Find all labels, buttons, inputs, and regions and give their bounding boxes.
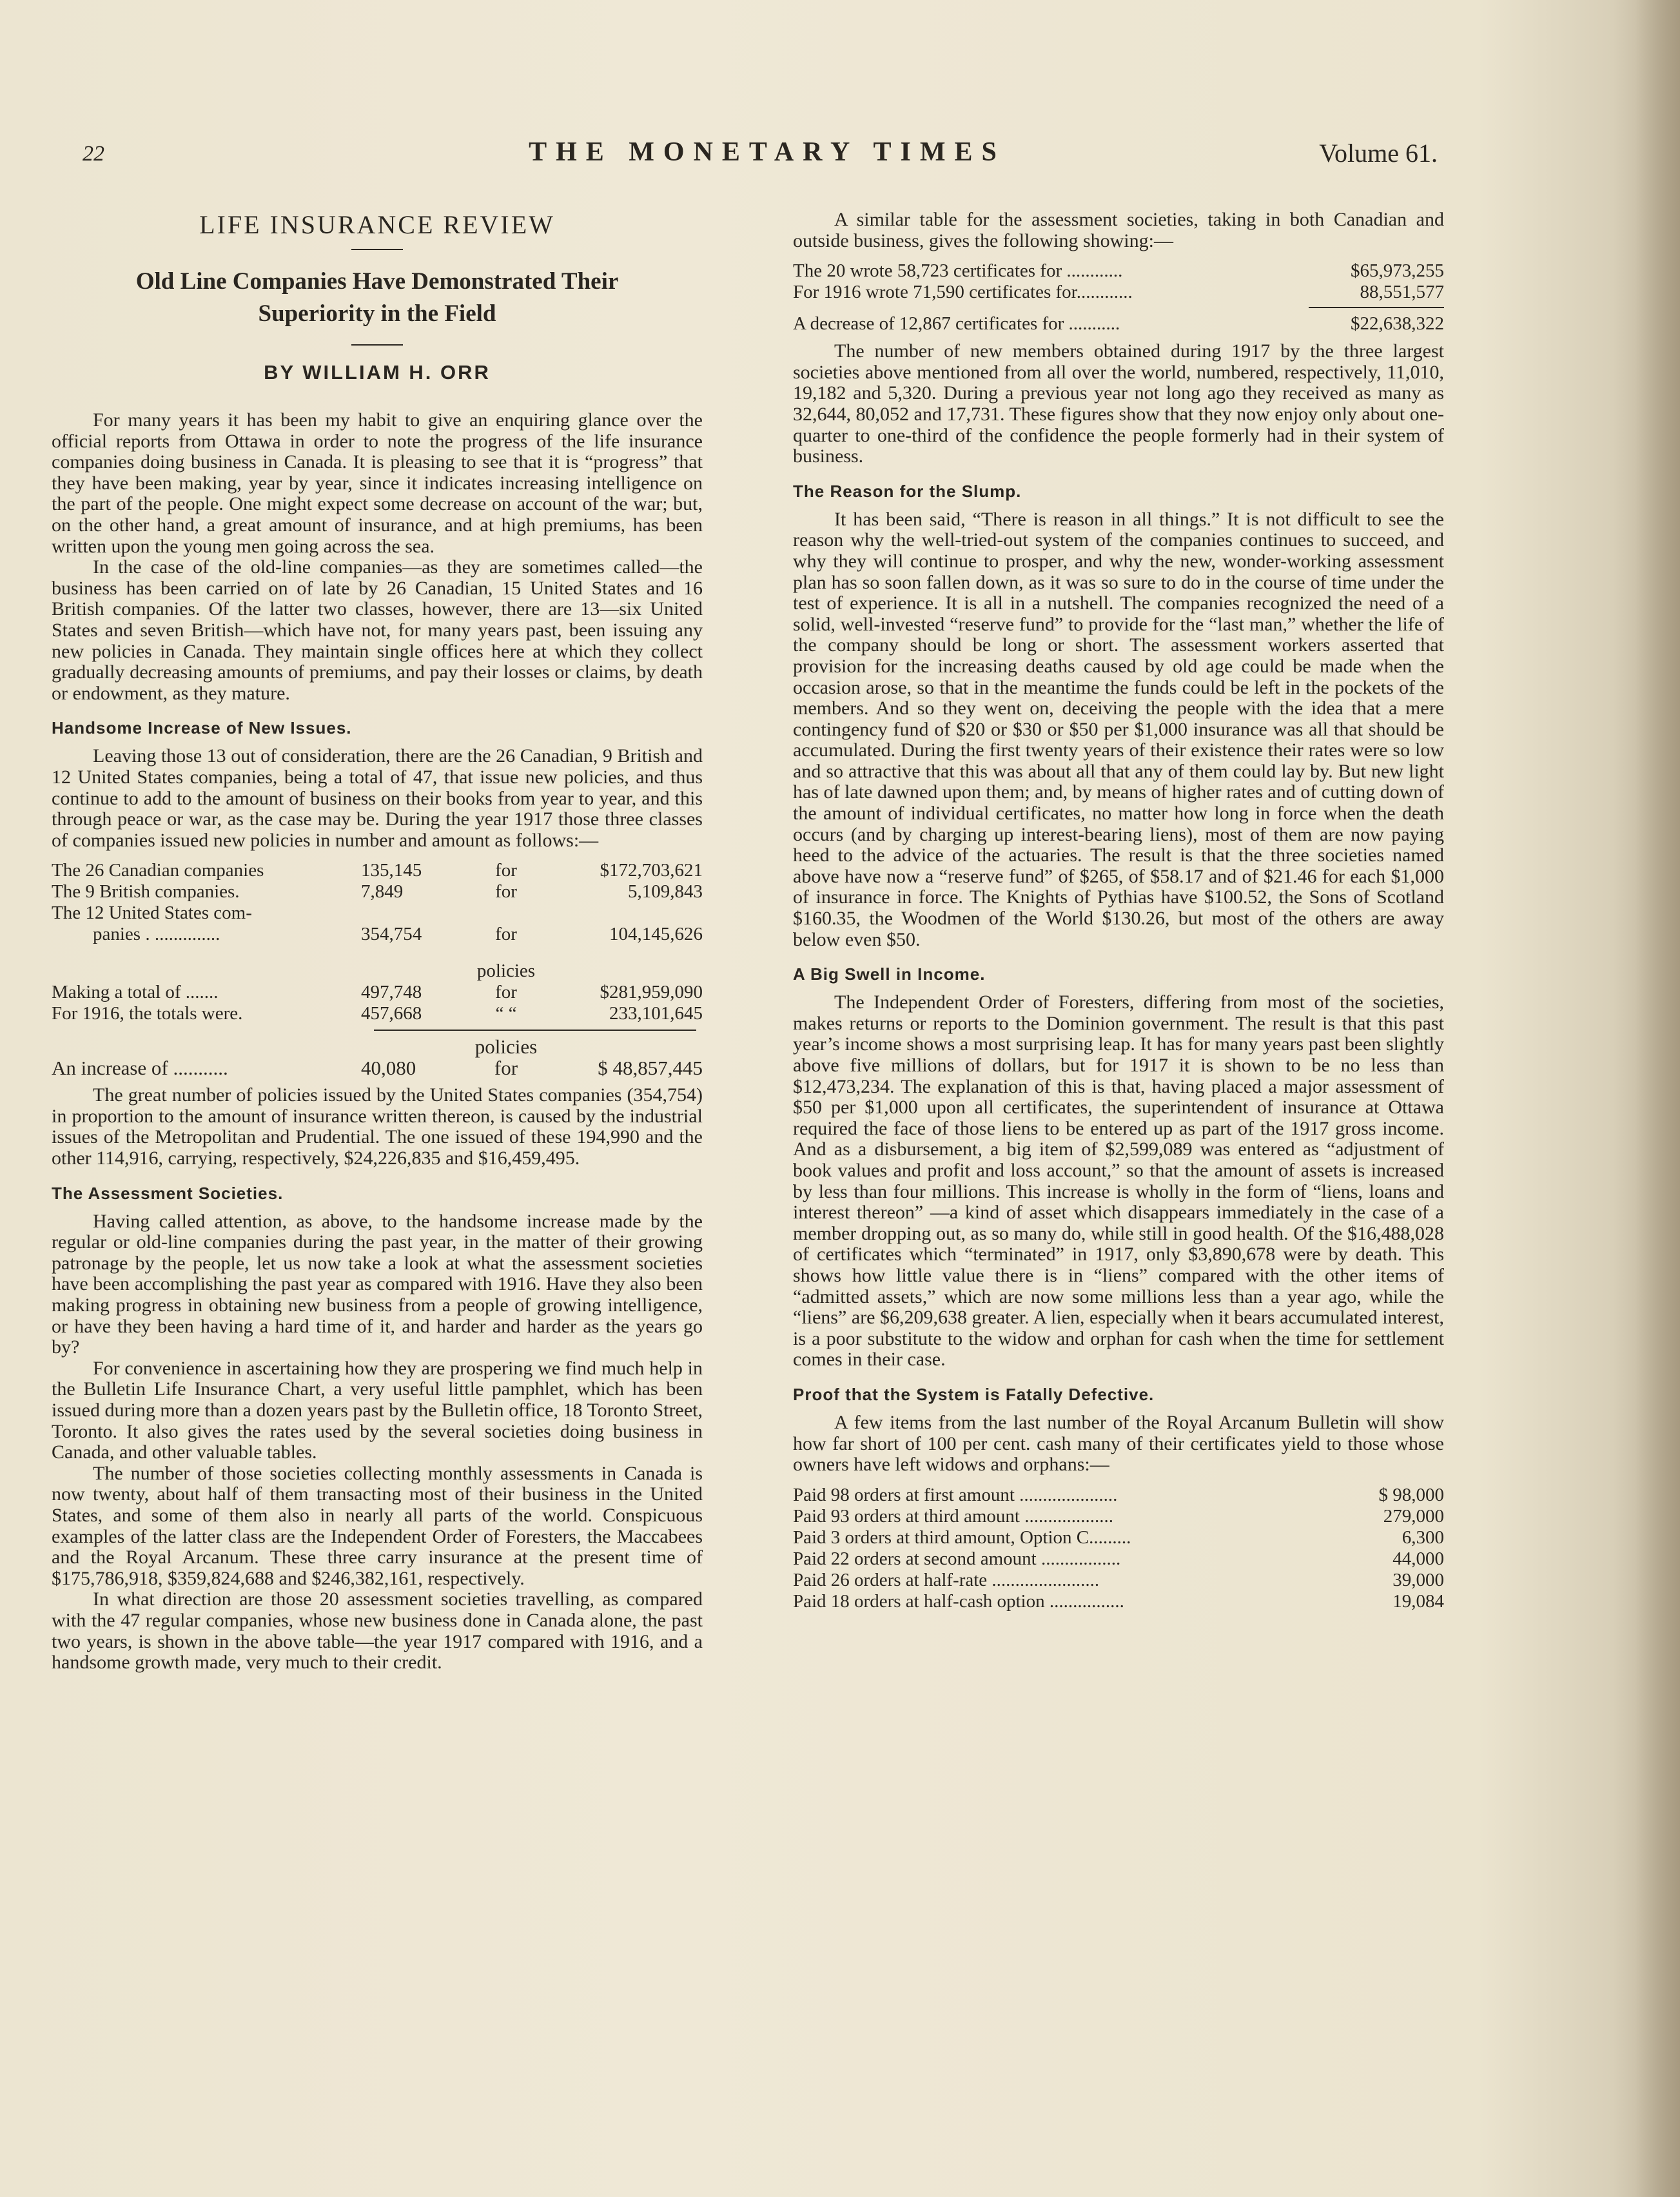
table-row-total: [52, 961, 703, 1003]
row-label: Paid 3 orders at third amount, Option C.........: [793, 1527, 1131, 1548]
new-issues-table: [52, 860, 703, 1079]
page-header: [77, 137, 1457, 175]
row-connector: policies for: [474, 1035, 538, 1080]
page-number: 22: [83, 142, 104, 166]
row-label: For 1916, the totals were.: [52, 1003, 243, 1024]
row-connector: for: [495, 881, 517, 903]
row-label: The 9 British companies.: [52, 881, 240, 903]
paragraph: Having called attention, as above, to the handsome increase made by the regular or old-line companies during the past year, in the matter of their growing patronage by the people, let us now take a look at what the assessment societies have been accomplishing the past year as compared with 1916. Have they also been making progress in obtaining new business from a people of growing intelligence, or have they been having a hard time of it, and harder and harder as the years go by?: [52, 1210, 703, 1358]
row-connector: “ “: [495, 1003, 517, 1024]
row-label: Making a total of .......: [52, 982, 219, 1003]
row-label: Paid 18 orders at half-cash option ................: [793, 1590, 1124, 1612]
table-row: [52, 881, 703, 903]
section-heading: A Big Swell in Income.: [793, 964, 986, 984]
table-row: [793, 260, 1444, 282]
paragraph: For convenience in ascertaining how they are prospering we find much help in the Bulletin Life Insurance Chart, a very useful little pamphlet, which has been issued during more than a dozen years past by the Bulletin office, 18 Toronto Street, Toronto. It also gives the rates used by the several societies doing business in Canada, and other valuable tables.: [52, 1357, 703, 1463]
table-rule: [374, 1030, 696, 1031]
paragraph: The Independent Order of Foresters, differing from most of the societies, makes returns or reports to the Dominion government. The result is that this past year’s income shows a most surprising leap. It has for many years past been slightly above five millions of dollars, but for 1917 it is shown to be no less than $12,473,234. The explanation of this is that, having placed a major assessment of $50 per $1,000 upon all certificates, the superintendent of insurance at Ottawa required the face of those liens to be entered up as part of the 1917 gross income. And as a disbursement, a big item of $2,599,089 was entered as “adjustment of book values and profit and loss account,” so that the amount of assets is increased by less than four millions. This increase is wholly in the form of “liens, loans and interest thereon” —a kind of asset which disappears immediately in the case of a member dropping out, as so many do, while still in good health. Of the $16,488,028 of certificates which “terminated” in 1917, only $3,890,678 were by death. This shows how little value there is in “liens” compared with the other items of “admitted assets,” which are now some millions less than a year ago, while the “liens” are $6,209,638 greater. A lien, especially when it bears accumulated interest, is a poor substitute to the widow and orphan for cash when the time for settlement comes in their case.: [793, 991, 1444, 1371]
section-heading: The Assessment Societies.: [52, 1183, 284, 1203]
paragraph: Leaving those 13 out of consideration, there are the 26 Canadian, 9 British and 12 United States companies, being a total of 47, that issue new policies, and thus continue to add to the amount of business on their books from year to year, and this through peace or war, as the case may be. During the year 1917 those three classes of companies issued new policies in number and amount as follows:—: [52, 745, 703, 851]
row-amount: 279,000: [1383, 1505, 1444, 1527]
section-heading: Proof that the System is Fatally Defective.: [793, 1384, 1155, 1404]
byline: BY WILLIAM H. ORR: [264, 361, 491, 384]
paragraph: In what direction are those 20 assessment societies travelling, as compared with the 47 regular companies, whose new business done in Canada alone, the past two years, is shown in the above table—the year 1917 compared with 1916, and a handsome growth made, very much to their credit.: [52, 1588, 703, 1674]
table-row: [793, 1485, 1444, 1506]
row-connector: policies for: [476, 961, 536, 1003]
row-label: For 1916 wrote 71,590 certificates for............: [793, 282, 1133, 303]
row-label: An increase of ...........: [52, 1057, 228, 1080]
row-amount: 104,145,626: [609, 924, 703, 945]
row-label: Paid 22 orders at second amount .................: [793, 1548, 1121, 1569]
row-label: Paid 93 orders at third amount ...................: [793, 1505, 1113, 1527]
table-row: [52, 860, 703, 881]
paragraph: In the case of the old-line companies—as they are sometimes called—the business has been carried on of late by 26 Canadian, 15 United States and 16 British companies. Of the latter two classes, however, there are 13—six United States and seven British—which have not, for many years past, been issuing any new policies in Canada. They maintain single offices here at which they collect gradually decreasing amounts of premiums, and pay their losses or claims, by death or endowment, as they mature.: [52, 556, 703, 704]
row-label: Paid 98 orders at first amount .....................: [793, 1484, 1118, 1505]
row-count: 497,748: [361, 982, 422, 1003]
row-amount: $172,703,621: [600, 860, 703, 881]
section-heading: Handsome Increase of New Issues.: [52, 718, 352, 738]
paragraph: A similar table for the assessment societies, taking in both Canadian and outside business, gives the following showing:—: [793, 209, 1444, 251]
paragraph: For many years it has been my habit to give an enquiring glance over the official reports from Ottawa in order to note the progress of the life insurance companies doing business in Canada. It is pleasing to see that it is “progress” that they have been making, year by year, since it indicates increasing intelligence on the part of the people. One might expect some decrease on account of the war; but, on the other hand, a great amount of insurance, and at high premiums, has been written upon the young men going across the sea.: [52, 409, 703, 557]
table-rule: [1309, 307, 1444, 308]
paragraph: The number of new members obtained during 1917 by the three largest societies above mentioned from all over the world, numbered, respectively, 11,010, 19,182 and 5,320. During a previous year not long ago they received as many as 32,644, 80,052 and 17,731. These figures show that they now enjoy only about one-quarter to one-third of the confidence the people formerly had in their system of business.: [793, 340, 1444, 467]
row-count: 7,849: [361, 881, 404, 903]
row-amount: 19,084: [1392, 1590, 1444, 1612]
row-count: 457,668: [361, 1003, 422, 1024]
row-label: The 20 wrote 58,723 certificates for ............: [793, 260, 1123, 282]
row-amount: 5,109,843: [628, 881, 703, 903]
row-label: A decrease of 12,867 certificates for ...........: [793, 313, 1120, 335]
paragraph: A few items from the last number of the Royal Arcanum Bulletin will show how far short of 100 per cent. cash many of their certificates yield to those whose owners have left widows and orphans:—: [793, 1411, 1444, 1476]
publication-title: THE MONETARY TIMES: [529, 137, 1006, 167]
table-row: [793, 282, 1444, 303]
row-count: 135,145: [361, 860, 422, 881]
table-gap: [52, 945, 703, 961]
article-title: LIFE INSURANCE REVIEW: [199, 210, 555, 239]
table-row: [793, 1506, 1444, 1527]
table-row: [793, 1548, 1444, 1570]
row-count: 354,754: [361, 924, 422, 945]
table-row-decrease: [793, 313, 1444, 335]
row-count: 40,080: [361, 1057, 416, 1080]
paragraph: The great number of policies issued by the United States companies (354,754) in proportion to the amount of insurance written thereon, is caused by the industrial issues of the Metropolitan and Prudential. The one issued of these 194,990 and the other 114,916, carrying, respectively, $24,226,835 and $16,459,495.: [52, 1084, 703, 1169]
row-connector: for: [495, 860, 517, 881]
paragraph: The number of those societies collecting monthly assessments in Canada is now twenty, about half of them transacting most of their business in the United States, and some of them also in nearly all parts of the world. Conspicuous examples of the latter class are the Independent Order of Foresters, the Maccabees and the Royal Arcanum. These three carry insurance at the present time of $175,786,918, $359,824,688 and $246,382,161, respectively.: [52, 1462, 703, 1589]
row-amount: 39,000: [1392, 1569, 1444, 1590]
row-amount: $281,959,090: [600, 982, 703, 1003]
section-heading: The Reason for the Slump.: [793, 481, 1022, 501]
row-amount: $65,973,255: [1351, 260, 1444, 282]
row-amount: 44,000: [1392, 1548, 1444, 1569]
table-row: [793, 1591, 1444, 1612]
table-row: [793, 1570, 1444, 1591]
row-label-line-2: panies . ..............: [93, 924, 220, 945]
row-amount: 6,300: [1402, 1527, 1444, 1548]
page-edge-shadow: [1635, 0, 1680, 2197]
volume-label: Volume 61.: [1319, 139, 1438, 168]
row-label: The 26 Canadian companies: [52, 860, 264, 881]
row-label: [52, 903, 361, 945]
table-row: [52, 903, 703, 945]
table-row: [793, 1527, 1444, 1548]
table-row-increase: [52, 1036, 703, 1079]
right-column: [793, 210, 1444, 1612]
row-amount: 233,101,645: [609, 1003, 703, 1024]
royal-arcanum-table: [793, 1485, 1444, 1612]
title-divider: [351, 249, 403, 250]
subtitle-line-2: Superiority in the Field: [258, 300, 496, 327]
assessment-table: [793, 260, 1444, 335]
row-amount: $22,638,322: [1351, 313, 1444, 335]
subtitle-line-1: Old Line Companies Have Demonstrated Their: [135, 268, 619, 295]
paragraph: It has been said, “There is reason in all things.” It is not difficult to see the reason why the well-tried-out system of the companies continues to succeed, and why they will continue to prosper, and why the new, wonder-working assessment plan has so soon fallen down, as it was so sure to do in the course of time under the test of experience. It is all in a nutshell. The companies recognized the need of a solid, well-invested “reserve fund” to provide for the “last man,” whether the life of the company should be long or short. The assessment workers asserted that provision for the increasing deaths caused by old age could be made when the occasion arose, so that in the meantime the funds could be left in the pockets of the members. And so they went on, deceiving the people with the idea that a mere contingency fund of $20 or $30 or $50 per $1,000 insurance was all that should be accumulated. During the first twenty years of their existence their rates were so low and so attractive that this was about all that any of them could lay by. But new light has of late dawned upon them; and, by means of higher rates and of cutting down of the amount of individual certificates, no matter how long in force when the death occurs (and by charging up interest-bearing liens), most of them are now paying heed to the advice of the actuaries. The result is that the three societies named above have now a “reserve fund” of $265, of $58.17 and of $21.46 for each $1,000 of insurance in force. The Knights of Pythias have $100.52, the Sons of Scotland $160.35, the Woodmen of the World $130.26, but most of the others are away below even $50.: [793, 508, 1444, 950]
row-label-line-1: The 12 United States com-: [52, 903, 252, 924]
article-subtitle: [52, 266, 703, 330]
row-label: Paid 26 orders at half-rate .......................: [793, 1569, 1100, 1590]
row-connector: for: [495, 924, 517, 945]
row-amount: 88,551,577: [1360, 282, 1444, 303]
row-amount: $ 48,857,445: [598, 1057, 703, 1080]
subtitle-divider: [351, 344, 403, 346]
left-column: [52, 210, 703, 1674]
row-amount: $ 98,000: [1378, 1484, 1444, 1505]
table-row: [52, 1003, 703, 1024]
